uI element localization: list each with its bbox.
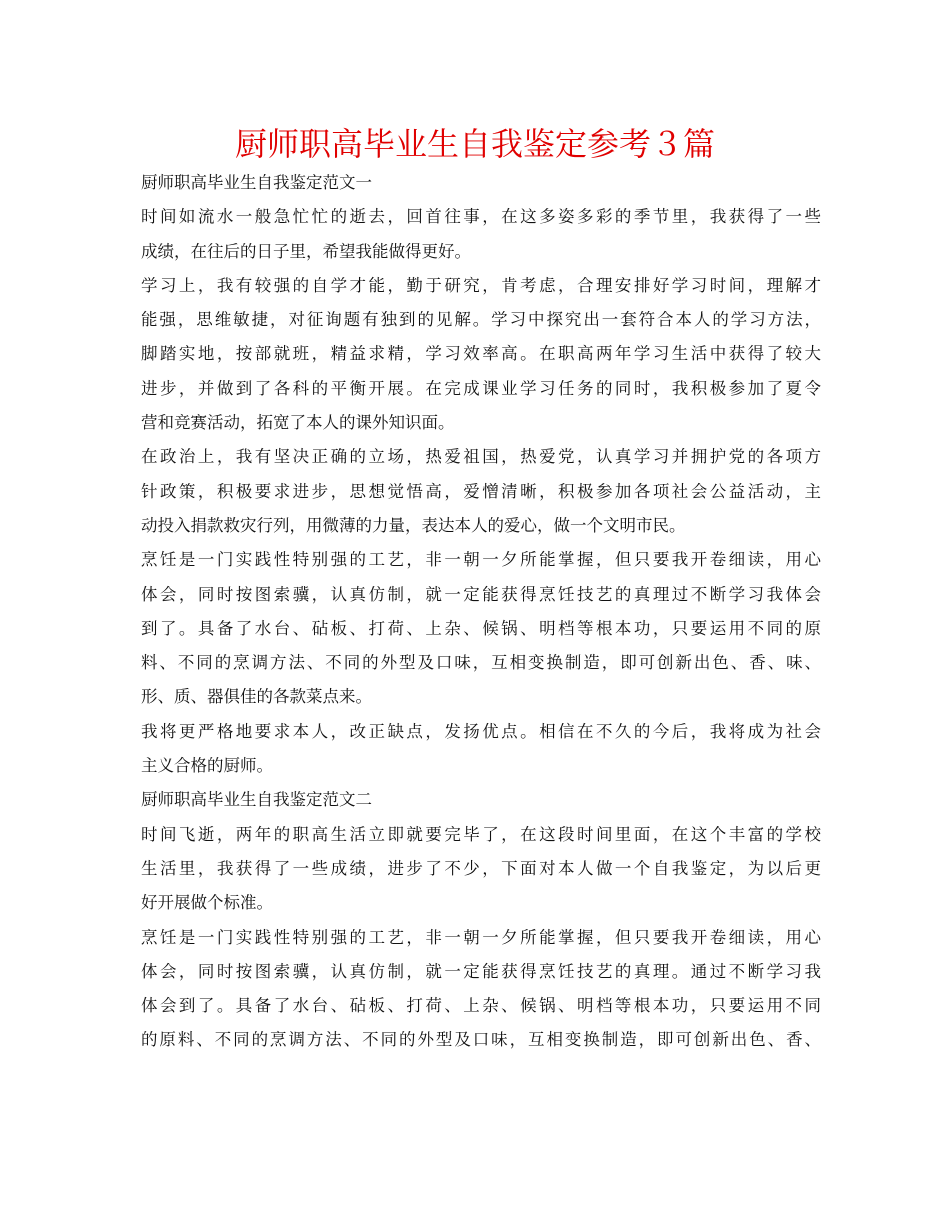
- text-line: 烹饪是一门实践性特别强的工艺，非一朝一夕所能掌握，但只要我开卷细读，用心: [141, 927, 821, 947]
- text-line: 厨师职高毕业生自我鉴定范文一: [141, 173, 372, 192]
- text-line: 时间如流水一般急忙忙的逝去，回首往事，在这多姿多彩的季节里，我获得了一些: [141, 207, 821, 227]
- text-line: 时间飞逝，两年的职高生活立即就要完毕了，在这段时间里面，在这个丰富的学校: [141, 824, 821, 844]
- text-line: 学习上，我有较强的自学才能，勤于研究，肯考虑，合理安排好学习时间，理解才: [141, 275, 821, 295]
- text-line: 动投入捐款救灾行列，用微薄的力量，表达本人的爱心，做一个文明市民。: [141, 515, 686, 535]
- text-line: 的原料、不同的烹调方法、不同的外型及口味，互相变换制造，即可创新出色、香、: [141, 1030, 821, 1050]
- text-line: 体会，同时按图索骥，认真仿制，就一定能获得烹饪技艺的真理。通过不断学习我: [141, 961, 821, 981]
- document-body: [141, 166, 821, 1058]
- text-line: 进步，并做到了各科的平衡开展。在完成课业学习任务的同时，我积极参加了夏令: [141, 378, 821, 398]
- text-line: 到了。具备了水台、砧板、打荷、上杂、候锅、明档等根本功，只要运用不同的原: [141, 618, 821, 638]
- text-line: 形、质、器俱佳的各款菜点来。: [141, 687, 372, 707]
- text-line: 能强，思维敏捷，对征询题有独到的见解。学习中探究出一套符合本人的学习方法，: [141, 310, 821, 330]
- document-title: 厨师职高毕业生自我鉴定参考３篇: [234, 125, 715, 163]
- text-line: 主义合格的厨师。: [141, 756, 273, 776]
- text-line: 营和竞赛活动，拓宽了本人的课外知识面。: [141, 413, 455, 433]
- text-line: 我将更严格地要求本人，改正缺点，发扬优点。相信在不久的今后，我将成为社会: [141, 721, 821, 741]
- text-line: 成绩，在往后的日子里，希望我能做得更好。: [141, 241, 471, 261]
- text-line: 体会，同时按图索骥，认真仿制，就一定能获得烹饪技艺的真理过不断学习我体会: [141, 584, 821, 604]
- text-line: 脚踏实地，按部就班，精益求精，学习效率高。在职高两年学习生活中获得了较大: [141, 344, 821, 364]
- text-line: 生活里，我获得了一些成绩，进步了不少，下面对本人做一个自我鉴定，为以后更: [141, 858, 821, 878]
- text-line: 好开展做个标准。: [141, 893, 273, 913]
- text-line: 体会到了。具备了水台、砧板、打荷、上杂、候锅、明档等根本功，只要运用不同: [141, 996, 821, 1016]
- text-line: 烹饪是一门实践性特别强的工艺，非一朝一夕所能掌握，但只要我开卷细读，用心: [141, 550, 821, 570]
- text-line: 料、不同的烹调方法、不同的外型及口味，互相变换制造，即可创新出色、香、味、: [141, 653, 821, 673]
- text-line: 针政策，积极要求进步，思想觉悟高，爱憎清晰，积极参加各项社会公益活动，主: [141, 481, 821, 501]
- text-line: 厨师职高毕业生自我鉴定范文二: [141, 790, 372, 810]
- text-line: 在政治上，我有坚决正确的立场，热爱祖国，热爱党，认真学习并拥护党的各项方: [141, 447, 821, 467]
